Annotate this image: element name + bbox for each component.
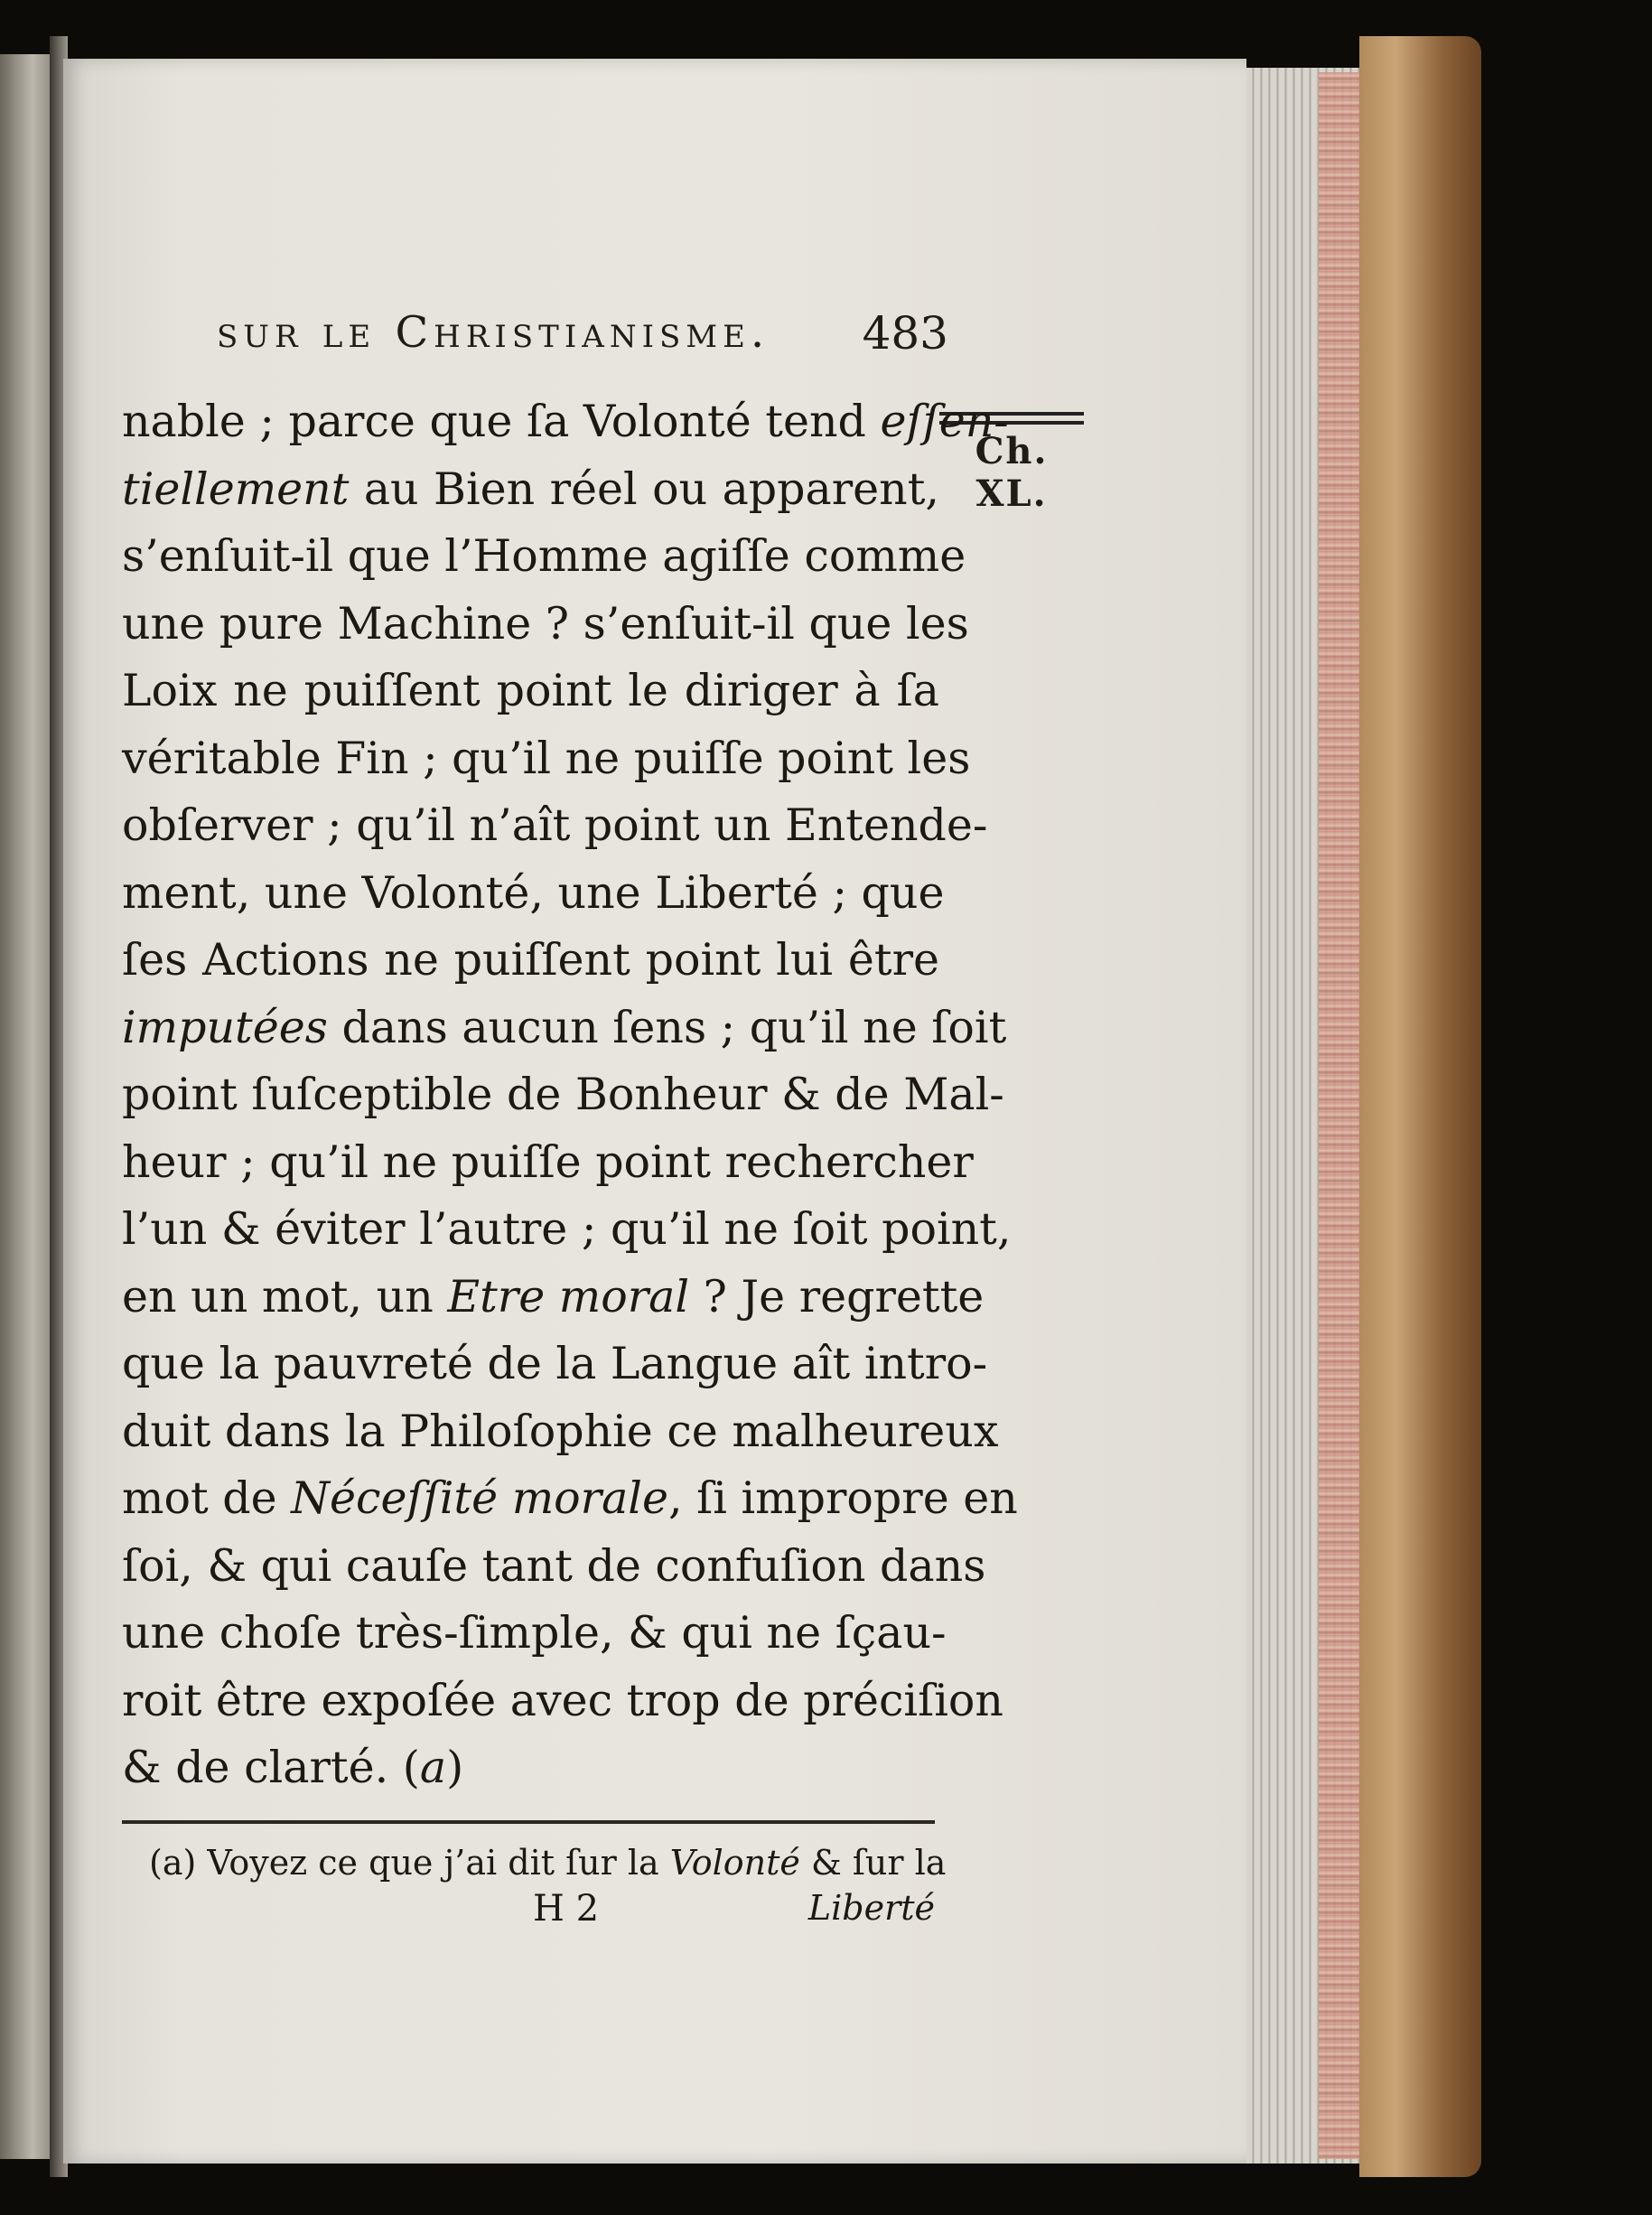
- footnote: (a) Voyez ce que j’ai dit ſur la Volonté & ſur la: [149, 1843, 947, 1883]
- text-line: point ſuſceptible de Bonheur & de Mal-: [122, 1069, 1004, 1120]
- leather-cover: [1359, 36, 1481, 2177]
- text-line: obſerver ; qu’il n’aît point un Entende-: [122, 799, 988, 851]
- text-line: Loix ne puiſſent point le diriger à ſa: [122, 665, 939, 716]
- text-line: mot de Néceſſité morale, ſi impropre en: [122, 1472, 1018, 1524]
- text-line: duit dans la Philoſophie ce malheureux: [122, 1405, 999, 1457]
- text-line: ment, une Volonté, une Liberté ; que: [122, 866, 945, 919]
- text-line: & de clarté. (a): [122, 1742, 464, 1793]
- text-line: l’un & éviter l’autre ; qu’il ne ſoit point,: [122, 1203, 1012, 1255]
- text-line: imputées dans aucun ſens ; qu’il ne ſoit: [122, 1001, 1007, 1053]
- page-number: 483: [862, 307, 948, 360]
- running-title: sur le Christianisme.: [217, 307, 770, 358]
- footnote-rule: [122, 1820, 935, 1824]
- text-line: véritable Fin ; qu’il ne puiſſe point les: [122, 732, 971, 784]
- running-header: [217, 307, 948, 361]
- text-line: heur ; qu’il ne puiſſe point rechercher: [122, 1136, 974, 1188]
- text-line: que la pauvreté de la Langue aît intro-: [122, 1338, 988, 1389]
- text-line: ſes Actions ne puiſſent point lui être: [122, 934, 939, 986]
- red-sprinkled-edge: [1319, 72, 1362, 2159]
- text-line: s’enſuit-il que l’Homme agiſſe comme: [122, 530, 966, 582]
- text-line: roit être expoſée avec trop de préciſion: [122, 1674, 1003, 1726]
- text-line: une choſe très-ſimple, & qui ne ſçau-: [122, 1607, 947, 1659]
- text-line: tiellement au Bien réel ou apparent,: [122, 463, 939, 515]
- catchword: Liberté: [807, 1888, 935, 1928]
- text-line: nable ; parce que ſa Volonté tend eſſen-: [122, 396, 1009, 447]
- previous-page-edge: [0, 54, 54, 2159]
- signature-mark: H 2: [533, 1888, 600, 1930]
- footnote-marker: (a): [149, 1843, 197, 1883]
- chapter-label: Ch. XL.: [975, 430, 1049, 515]
- text-line: ſoi, & qui cauſe tant de confuſion dans: [122, 1539, 986, 1592]
- text-line: une pure Machine ? s’enſuit-il que les: [122, 597, 969, 650]
- text-line: en un mot, un Etre moral ? Je regrette: [122, 1270, 985, 1322]
